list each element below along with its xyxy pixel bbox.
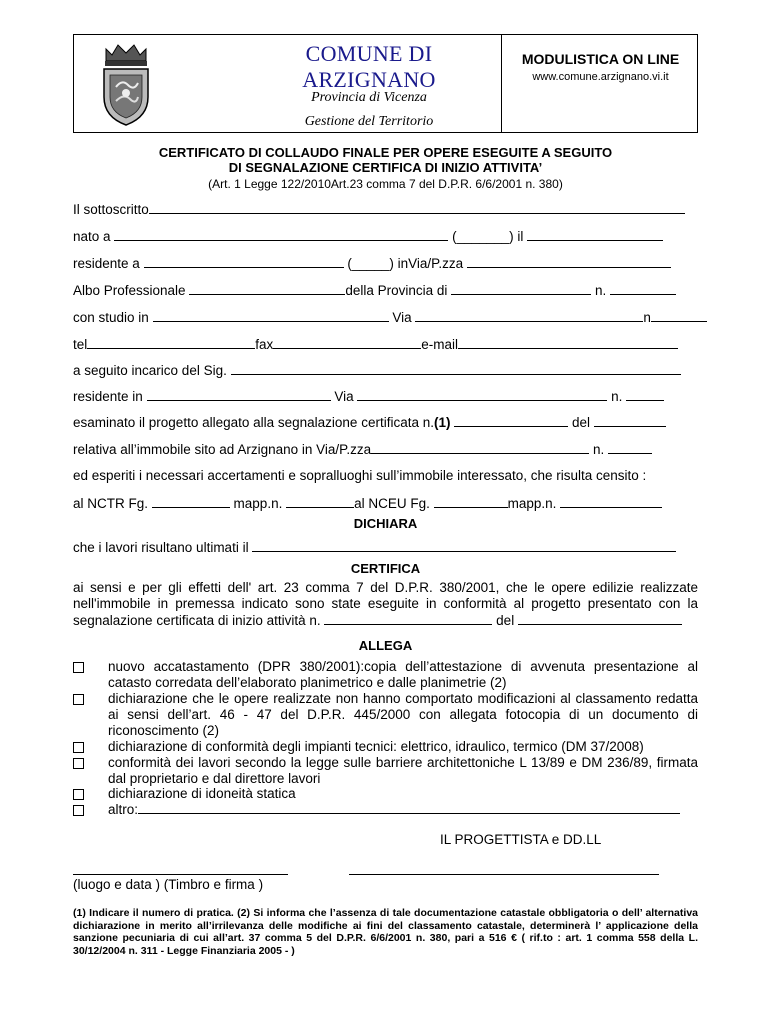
doc-title-line2: DI SEGNALAZIONE CERTIFICA DI INIZIO ATTIVITA’ <box>228 160 543 175</box>
row-incarico <box>73 362 698 378</box>
label-scia-del: del <box>496 613 515 628</box>
field-email[interactable] <box>458 336 678 349</box>
field-altro[interactable] <box>138 801 680 814</box>
field-albo[interactable] <box>189 282 345 295</box>
header-divider <box>501 35 502 132</box>
field-studio-numero[interactable] <box>651 309 707 322</box>
checkbox-idoneita-statica[interactable] <box>73 789 84 800</box>
luogo-data-label: (luogo e data ) (Timbro e firma ) <box>73 877 264 892</box>
label-il: (_______) il <box>452 229 524 244</box>
label-nato-a: nato a <box>73 229 111 244</box>
label-con-studio: con studio in <box>73 310 149 325</box>
allega-item-altro-row <box>108 801 698 818</box>
field-pratica-data[interactable] <box>594 414 666 427</box>
label-in-via: (_____) inVia/P.zza <box>347 256 464 271</box>
progettista-label: IL PROGETTISTA e DD.LL <box>440 832 602 847</box>
label-email: e-mail <box>421 337 459 352</box>
footnote: (1) Indicare il numero di pratica. (2) Si informa che l’assenza di tale documentazione catastale obbligatoria o dell’ alternativa dichiarazione in merito all’irrilevanza delle modifiche ai fini del classamento catastale, determinerà l’ applicazione della sanzione pecuniaria di cui all’art. 37 comma 5 del D.P.R. 6/6/2001 n. 380, pari a 516 € ( rif.to : art. 1 comma 558 della L. 30/12/2004 n. 311 - Legge Finanziaria 2005 - ) <box>73 907 698 957</box>
field-committente-citta[interactable] <box>147 388 331 401</box>
allega-item-accatastamento: nuovo accatastamento (DPR 380/2001):copia dell’attestazione di avvenuta presentazione al catasto corredata dell’elaborato planimetrico e dalle planimetrie (2) <box>108 659 698 690</box>
doc-title-law-ref: (Art. 1 Legge 122/2010Art.23 comma 7 del D.P.R. 6/6/2001 n. 380) <box>208 177 563 191</box>
label-albo-n: n. <box>594 283 607 298</box>
row-catasto <box>73 495 698 511</box>
label-esperiti: ed esperiti i necessari accertamenti e sopralluoghi sull’immobile interessato, che risulta censito : <box>73 468 647 483</box>
field-scia-data[interactable] <box>518 612 682 625</box>
field-sottoscritto[interactable] <box>149 201 685 214</box>
label-esaminato-del: del <box>572 415 591 430</box>
label-incarico: a seguito incarico del Sig. <box>73 363 227 378</box>
allega-item-classamento: dichiarazione che le opere realizzate non hanno comportato modificazioni al classamento redatta ai sensi dell’art. 46 - 47 del D.P.R. 445/2000 con allegata fotocopia di un documento di riconoscimento (2) <box>108 691 698 738</box>
row-nato <box>73 228 698 244</box>
label-della-provincia: della Provincia di <box>345 283 448 298</box>
field-nceu-mappale[interactable] <box>560 495 662 508</box>
label-nceu: al NCEU Fg. <box>354 496 430 511</box>
municipal-crest-icon <box>96 39 156 129</box>
online-forms-label: MODULISTICA ON LINE <box>521 51 680 67</box>
field-luogo-data[interactable] <box>73 874 288 875</box>
label-committente-via: Via <box>334 389 354 404</box>
field-immobile-via[interactable] <box>371 441 589 454</box>
certifica-paragraph <box>73 580 698 629</box>
label-nctr-mapp: mapp.n. <box>233 496 283 511</box>
label-esaminato: esaminato il progetto allegato alla segnalazione certificata n. <box>73 415 434 430</box>
row-esperiti <box>73 468 698 483</box>
field-committente[interactable] <box>231 362 681 375</box>
field-studio-citta[interactable] <box>153 309 389 322</box>
field-scia-numero[interactable] <box>324 612 492 625</box>
field-firma-progettista[interactable] <box>349 874 659 875</box>
label-relativa: relativa all’immobile sito ad Arzignano in Via/P.zza <box>73 442 372 457</box>
allega-item-barriere: conformità dei lavori secondo la legge sulle barriere architettoniche L 13/89 e DM 236/89, firmata dal proprietario e dal direttore lavori <box>108 755 698 786</box>
allega-item-impianti: dichiarazione di conformità degli impianti tecnici: elettrico, idraulico, termico (DM 37/2008) <box>108 739 644 754</box>
row-esaminato <box>73 414 698 430</box>
heading-certifica: CERTIFICA <box>350 561 421 576</box>
field-residente-a[interactable] <box>144 255 344 268</box>
field-data-nascita[interactable] <box>527 228 663 241</box>
field-pratica-numero[interactable] <box>454 414 568 427</box>
row-contatti <box>73 336 698 352</box>
field-data-ultimazione[interactable] <box>252 539 676 552</box>
label-albo: Albo Professionale <box>73 283 186 298</box>
doc-title-line1: CERTIFICATO DI COLLAUDO FINALE PER OPERE ESEGUITE A SEGUITO <box>158 145 613 160</box>
allega-item-altro: altro: <box>108 802 139 817</box>
label-nceu-mapp: mapp.n. <box>507 496 557 511</box>
row-residente <box>73 255 698 271</box>
checkbox-altro[interactable] <box>73 805 84 816</box>
field-committente-numero[interactable] <box>626 388 664 401</box>
label-ultimati: che i lavori risultano ultimati il <box>73 540 249 555</box>
field-nceu-foglio[interactable] <box>434 495 508 508</box>
row-sottoscritto <box>73 201 698 217</box>
field-nctr-foglio[interactable] <box>152 495 230 508</box>
row-relativa <box>73 441 698 457</box>
field-residente-via[interactable] <box>467 255 671 268</box>
allega-item-idoneita: dichiarazione di idoneità statica <box>108 786 296 801</box>
field-tel[interactable] <box>87 336 255 349</box>
label-committente-n: n. <box>611 389 623 404</box>
field-albo-numero[interactable] <box>610 282 676 295</box>
label-tel: tel <box>73 337 88 352</box>
field-luogo-nascita[interactable] <box>114 228 448 241</box>
row-residente-committente <box>73 388 698 404</box>
department-label: Gestione del Territorio <box>304 114 434 129</box>
label-sottoscritto: Il sottoscritto <box>73 202 149 217</box>
field-fax[interactable] <box>273 336 421 349</box>
field-immobile-numero[interactable] <box>608 441 652 454</box>
field-albo-provincia[interactable] <box>451 282 591 295</box>
heading-allega: ALLEGA <box>358 638 413 653</box>
certifica-text: ai sensi e per gli effetti dell' art. 23 comma 7 del D.P.R. 380/2001, che le opere edilizie realizzate nell'immobile in premessa indicato sono state eseguite in conformità al progetto presentato con la segnalazione certificata di inizio attività n. <box>73 580 698 628</box>
row-albo <box>73 282 698 298</box>
label-residente-a: residente a <box>73 256 140 271</box>
municipality-title: COMUNE DI ARZIGNANO <box>302 41 436 92</box>
label-studio-via: Via <box>392 310 412 325</box>
field-committente-via[interactable] <box>357 388 607 401</box>
checkbox-impianti[interactable] <box>73 742 84 753</box>
label-studio-n: n <box>643 310 651 325</box>
field-nctr-mappale[interactable] <box>286 495 354 508</box>
checkbox-dichiarazione-classamento[interactable] <box>73 694 84 705</box>
heading-dichiara: DICHIARA <box>353 516 418 531</box>
label-residente-in: residente in <box>73 389 143 404</box>
province-label: Provincia di Vicenza <box>311 90 427 105</box>
checkbox-barriere[interactable] <box>73 758 84 769</box>
label-nctr: al NCTR Fg. <box>73 496 149 511</box>
note-ref-1: (1) <box>433 415 451 430</box>
field-studio-via[interactable] <box>415 309 643 322</box>
row-ultimati <box>73 539 698 555</box>
header-box <box>73 34 698 133</box>
checkbox-accatastamento[interactable] <box>73 662 84 673</box>
row-studio <box>73 309 698 325</box>
website-link[interactable]: www.comune.arzignano.vi.it <box>532 71 669 83</box>
label-fax: fax <box>255 337 274 352</box>
label-immobile-n: n. <box>592 442 605 457</box>
